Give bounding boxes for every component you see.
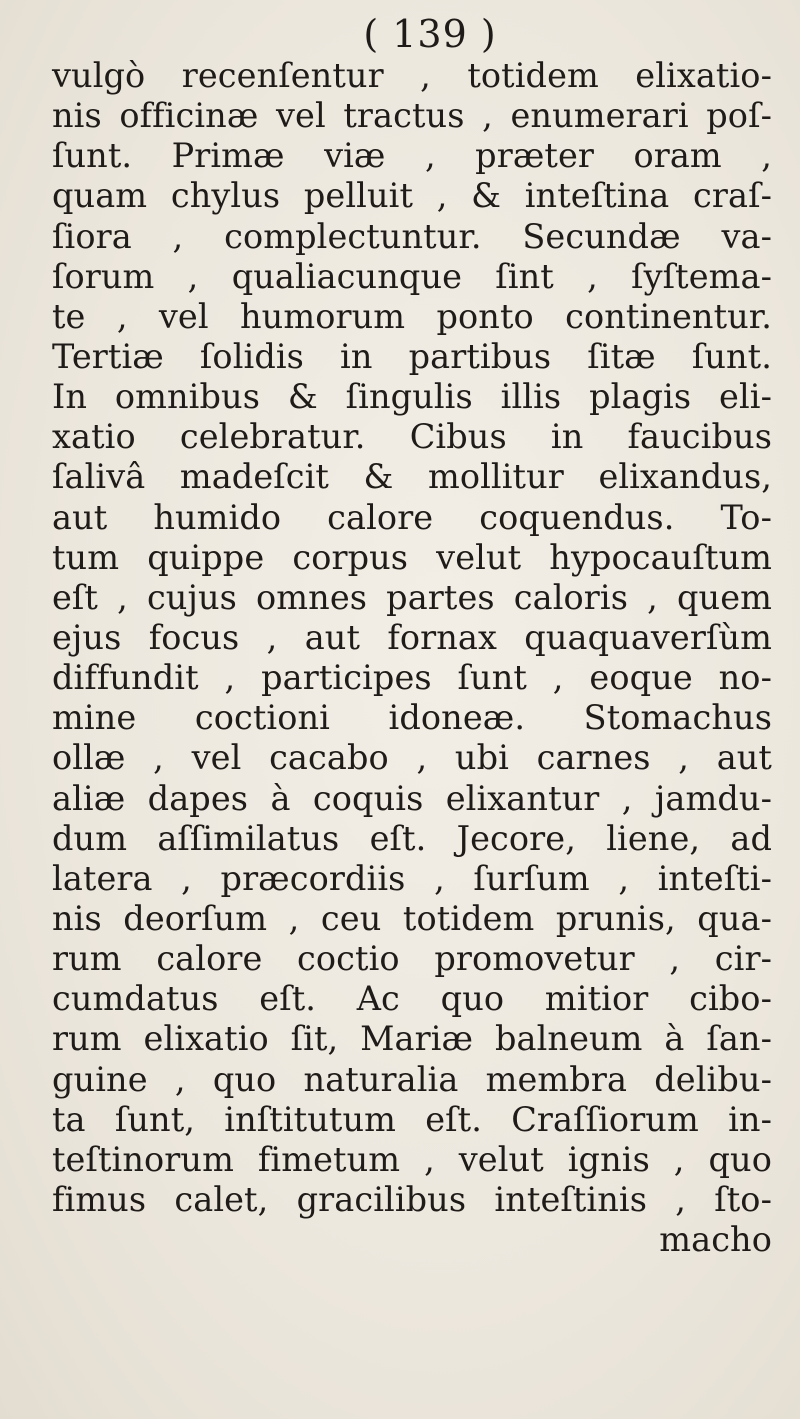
- text-line: rum calore coctio promovetur , cir-: [52, 939, 772, 979]
- text-line: te , vel humorum ponto continentur.: [52, 296, 772, 336]
- text-line: aut humido calore coquendus. To-: [52, 497, 772, 537]
- text-line: ta ſunt, inſtitutum eſt. Craſſiorum in-: [52, 1099, 772, 1139]
- text-line: In omnibus & ſingulis illis plagis eli-: [52, 377, 772, 417]
- text-line: guine , quo naturalia membra delibu-: [52, 1059, 772, 1099]
- catchword: macho: [659, 1220, 772, 1260]
- text-line: teſtinorum fimetum , velut ignis , quo: [52, 1139, 772, 1179]
- text-line: quam chylus pelluit , & inteſtina craſ-: [52, 176, 772, 216]
- text-line: Tertiæ ſolidis in partibus ſitæ ſunt.: [52, 336, 772, 376]
- text-line: ſunt. Primæ viæ , præter oram ,: [52, 136, 772, 176]
- text-line: aliæ dapes à coquis elixantur , jamdu-: [52, 778, 772, 818]
- text-line: fimus calet, gracilibus inteſtinis , ſto-: [52, 1179, 772, 1219]
- text-line: latera , præcordiis , ſurſum , inteſti-: [52, 858, 772, 898]
- text-line: xatio celebratur. Cibus in faucibus: [52, 417, 772, 457]
- text-line: vulgò recenſentur , totidem elixatio-: [52, 56, 772, 95]
- page-number: ( 139 ): [363, 12, 497, 56]
- text-line: ſiora , complectuntur. Secundæ va-: [52, 216, 772, 256]
- text-line: ſorum , qualiacunque ſint , ſyſtema-: [52, 256, 772, 296]
- body-text: [52, 56, 772, 1260]
- text-line: rum elixatio ſit, Mariæ balneum à ſan-: [52, 1019, 772, 1059]
- text-line: ejus focus , aut fornax quaquaverſùm: [52, 617, 772, 657]
- text-line: nis deorſum , ceu totidem prunis, qua-: [52, 898, 772, 938]
- text-line: mine coctioni idoneæ. Stomachus: [52, 698, 772, 738]
- text-line: dum aſſimilatus eſt. Jecore, liene, ad: [52, 818, 772, 858]
- text-line: tum quippe corpus velut hypocauſtum: [52, 537, 772, 577]
- text-line: diffundit , participes ſunt , eoque no-: [52, 658, 772, 698]
- text-line: cumdatus eſt. Ac quo mitior cibo-: [52, 979, 772, 1019]
- text-line: eſt , cujus omnes partes caloris , quem: [52, 577, 772, 617]
- text-line: nis officinæ vel tractus , enumerari poſ-: [52, 96, 772, 136]
- text-line: ollæ , vel cacabo , ubi carnes , aut: [52, 738, 772, 778]
- text-line: ſalivâ madeſcit & mollitur elixandus,: [52, 457, 772, 497]
